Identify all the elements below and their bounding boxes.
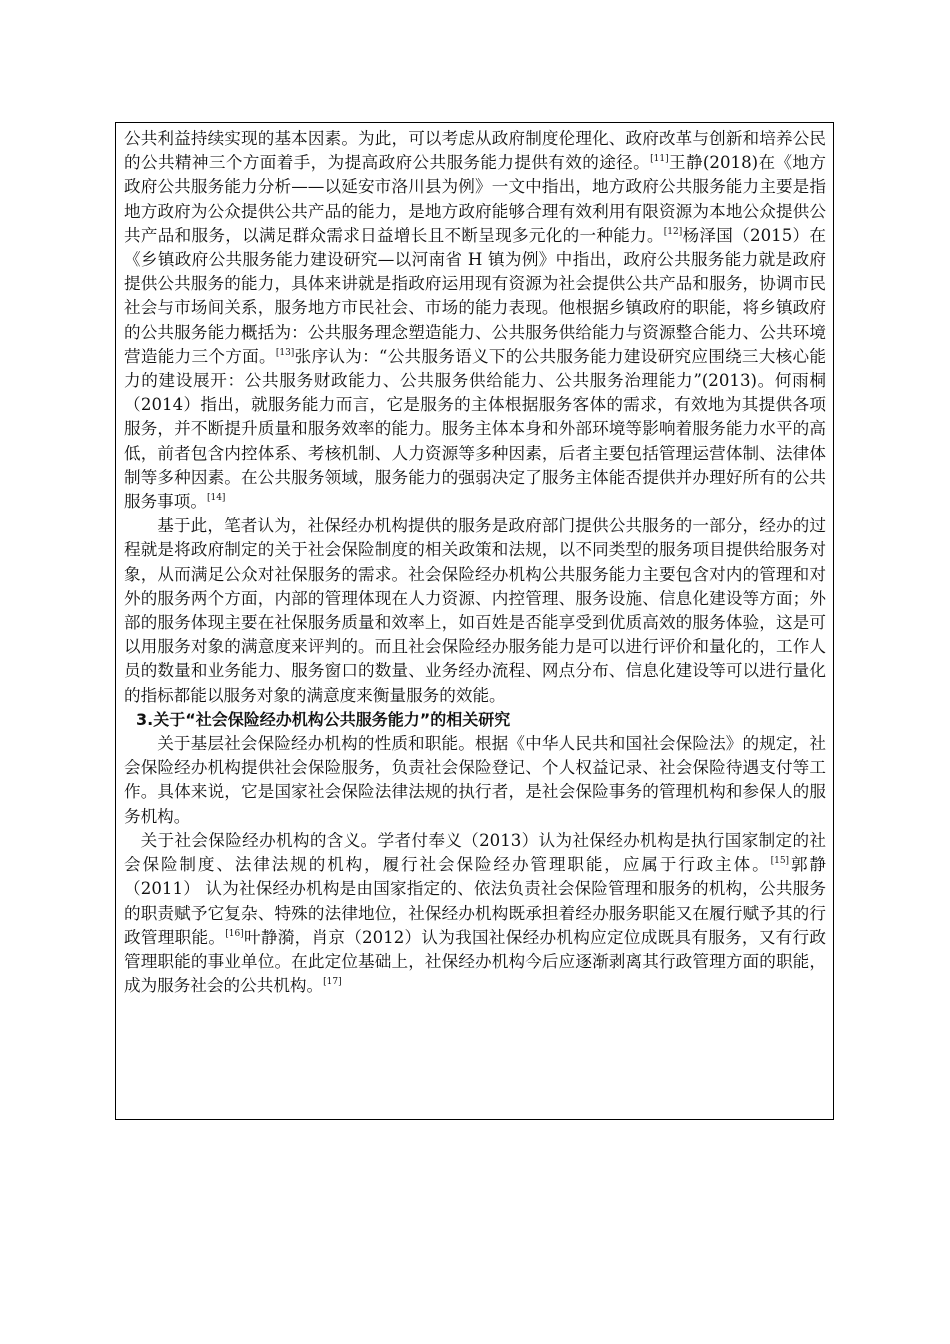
paragraph — [124, 829, 826, 998]
paragraph — [124, 127, 826, 514]
paragraph — [124, 732, 826, 829]
paragraph-group-1 — [124, 127, 826, 708]
paragraph-text: 张序认为：“公共服务语义下的公共服务能力建设研究应围绕三大核心能力的建设展开：公共服务财政能力、公共服务供给能力、公共服务治理能力”(2013)。何雨桐（2014）指出，就服务能力而言，它是服务的主体根据服务客体的需求，有效地为其提供各项服务，并不断提升质量和服务效率的能力。服务主体本身和外部环境等影响着服务能力水平的高低，前者包含内控体系、考核机制、人力资源等多种因素，后者主要包括管理运营体制、法律体制等多种因素。在公共服务领域，服务能力的强弱决定了服务主体能否提供并办理好所有的公共服务事项。 — [124, 346, 827, 512]
citation-marker: [12] — [663, 226, 683, 237]
paragraph-text: 基于此，笔者认为，社保经办机构提供的服务是政府部门提供公共服务的一部分，经办的过程就是将政府制定的关于社会保险制度的相关政策和法规，以不同类型的服务项目提供给服务对象，从而满足公众对社保服务的需求。社会保险经办机构公共服务能力主要包含对内的管理和对外的服务两个方面，内部的管理体现在人力资源、内控管理、服务设施、信息化建设等方面；外部的服务体现主要在社保服务质量和效率上，如百姓是否能享受到优质高效的服务体验，这是可以用服务对象的满意度来评判的。而且社会保险经办服务能力是可以进行评价和量化的，工作人员的数量和业务能力、服务窗口的数量、业务经办流程、网点分布、信息化建设等可以进行量化的指标都能以服务对象的满意度来衡量服务的效能。 — [124, 516, 826, 705]
paragraph — [124, 514, 826, 708]
paragraph-text: 王静(2018)在《地方政府公共服务能力分析——以延安市洛川县为例》一文中指出，地方政府公共服务能力主要是指地方政府为公众提供公共产品的能力，是地方政府能够合理有效利用有限资源为本地公众提供公共产品和服务，以满足群众需求日益增长且不断呈现多元化的一种能力。 — [124, 153, 826, 245]
section-heading: 3.关于“社会保险经办机构公共服务能力”的相关研究 — [136, 709, 511, 729]
paragraph-text: 公共利益持续实现的基本因素。为此，可以考虑从政府制度伦理化、政府改革与创新和培养公民的公共精神三个方面着手，为提高政府公共服务能力提供有效的途径。 — [124, 129, 826, 173]
document-body — [124, 127, 826, 998]
paragraph-text: 关于社会保险经办机构的含义。学者付奉义（2013）认为社保经办机构是执行国家制定的社会保险制度、法律法规的机构，履行社会保险经办管理职能，应属于行政主体。 — [124, 830, 826, 875]
citation-marker: [14] — [206, 493, 226, 504]
citation-marker: [13] — [275, 347, 295, 358]
citation-marker: [17] — [323, 977, 342, 988]
paragraph-text: 关于基层社会保险经办机构的性质和职能。根据《中华人民共和国社会保险法》的规定，社会保险经办机构提供社会保险服务，负责社会保险登记、个人权益记录、社会保险待遇支付等工作。具体来说，它是国家社会保险法律法规的执行者，是社会保险事务的管理机构和参保人的服务机构。 — [124, 734, 826, 826]
paragraph-text: 杨泽国（2015）在《乡镇政府公共服务能力建设研究—以河南省 H 镇为例》中指出，政府公共服务能力就是政府提供公共服务的能力，具体来讲就是指政府运用现有资源为社会提供公共产品和服务，协调市民社会与市场间关系，服务地方市民社会、市场的能力表现。他根据乡镇政府的职能，将乡镇政府的公共服务能力概括为：公共服务理念塑造能力、公共服务供给能力与资源整合能力、公共环境营造能力三个方面。 — [124, 225, 826, 366]
paragraph-group-2 — [124, 732, 826, 998]
paragraph-text: 郭静（2011） 认为社保经办机构是由国家指定的、依法负责社会保险管理和服务的机构，公共服务的职责赋予它复杂、特殊的法律地位，社保经办机构既承担着经办服务职能又在履行赋予其的行政管理职能。 — [124, 855, 827, 947]
citation-marker: [16] — [225, 928, 244, 939]
citation-marker: [15] — [770, 856, 790, 867]
paragraph-text: 叶静漪，肖京（2012）认为我国社保经办机构应定位成既具有服务，又有行政管理职能的事业单位。在此定位基础上，社保经办机构今后应逐渐剥离其行政管理方面的职能，成为服务社会的公共机构。 — [124, 927, 827, 996]
citation-marker: [11] — [650, 154, 669, 165]
